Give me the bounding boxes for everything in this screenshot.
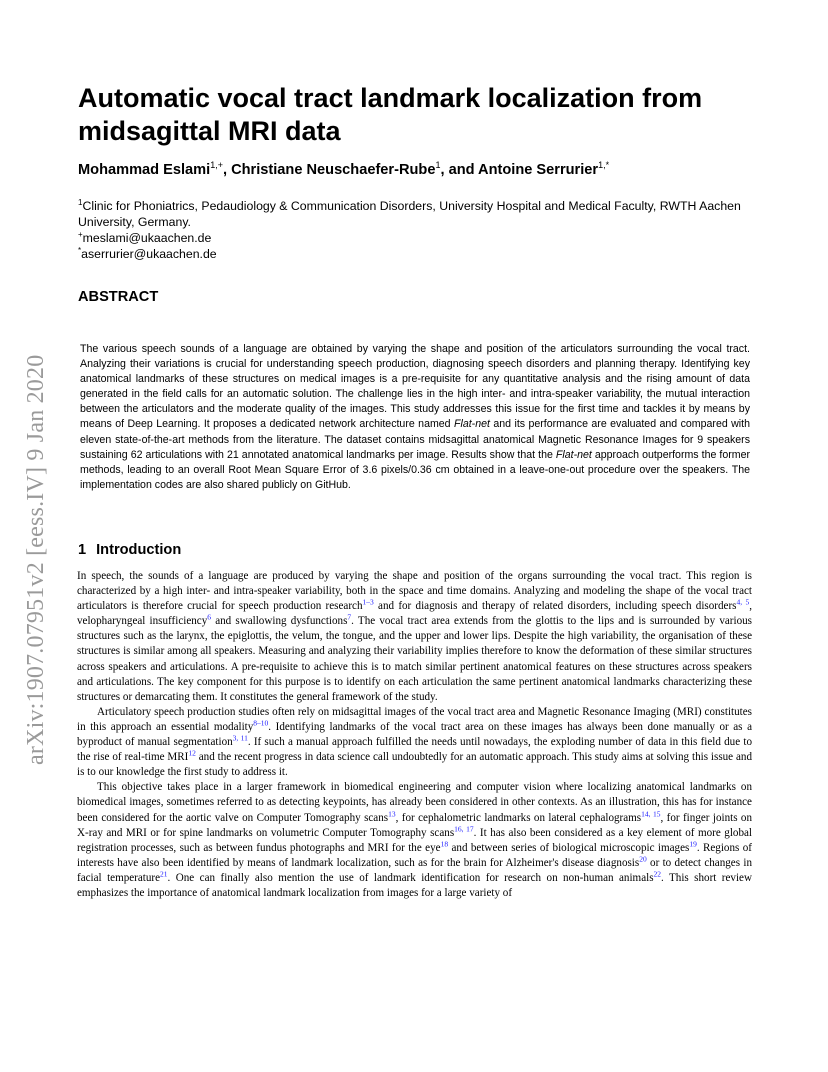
author-marks: 1 — [435, 160, 441, 171]
citation-link[interactable]: 13 — [388, 808, 396, 818]
abstract-term: Flat-net — [555, 448, 592, 461]
abstract-heading: ABSTRACT — [78, 289, 159, 305]
paragraph-text: and between series of biological microscopic images — [448, 841, 690, 854]
paragraph-text: . One can finally also mention the use of landmark identification for research on non-human animals — [167, 871, 654, 884]
citation-link[interactable]: 19 — [689, 839, 697, 848]
email-line — [78, 230, 758, 246]
paragraph — [77, 780, 752, 901]
citation-link[interactable]: 7 — [347, 612, 352, 622]
author-name: Christiane Neuschaefer-Rube — [231, 162, 436, 178]
email-line — [78, 246, 758, 262]
affiliation-text: Clinic for Phoniatrics, Pedaudiology & Communication Disorders, University Hospital and Medical Faculty, RWTH Aachen University, Germany. — [78, 199, 741, 229]
author-separator: , and — [440, 162, 479, 178]
citation-link[interactable]: 20 — [639, 854, 647, 864]
paragraph-text: and the recent progress in data science call undoubtedly for an automatic approach. This study aims at solving this issue and is to our knowledge the first study to address it. — [77, 751, 753, 779]
paragraph-text: , for cephalometric landmarks on lateral cephalograms — [395, 811, 642, 824]
citation-link[interactable]: 18 — [440, 839, 449, 848]
section-heading — [78, 542, 181, 558]
abstract-segment: approach outperforms the former methods, leading to an overall Root Mean Square Error of 3.6 pixels/0.36 cm obtained in a leave-one-out procedure over the speakers. The implementation codes are also shared publicly on GitHub. — [80, 448, 750, 491]
arxiv-identifier-stamp: arXiv:1907.07951v2 [eess.IV] 9 Jan 2020 — [23, 354, 49, 765]
author-marks: 1,* — [598, 160, 610, 171]
citation-link[interactable]: 14, 15 — [641, 808, 661, 818]
abstract-segment: and its performance are evaluated and compared with eleven state-of-the-art methods from the literature. The dataset contains midsagittal anatomical Magnetic Resonance Images for 9 speakers sustaining 62 articulations with 21 annotated anatomical landmarks per image. Results show that the — [80, 418, 750, 461]
citation-link[interactable]: 3, 11 — [232, 733, 248, 743]
paragraph-text: and swallowing dysfunctions — [211, 615, 348, 628]
introduction-body — [77, 569, 752, 901]
paragraph-text: This objective takes place in a larger framework in biomedical engineering and computer vision where localizing anatomical landmarks on biomedical images, sometimes referred to as detecting keypoints, has already been considered in other contexts. As an illustration, this has for instance been considered for the aortic valve on Computer Tomography scans — [77, 781, 752, 824]
citation-link[interactable]: 12 — [188, 748, 196, 758]
citation-link[interactable]: 6 — [207, 612, 212, 622]
paragraph-text: and for diagnosis and therapy of related disorders, including speech disorders — [373, 600, 737, 613]
abstract-term: Flat-net — [454, 418, 490, 431]
paragraph-text: . Identifying landmarks of the vocal tract area on these images has always been done manually or as a byproduct of manual segmentation — [77, 720, 752, 749]
affiliation-line — [78, 198, 758, 230]
paragraph-text: , velopharyngeal insufficiency — [77, 600, 752, 628]
abstract-segment: The various speech sounds of a language are obtained by varying the shape and position of the articulators surrounding the vocal tract. Analyzing their variations is crucial for understanding speech production, diagnosing speech disorders and planning therapy. Identifying key anatomical landmarks of these structures on medical images is a pre-requisite for any quantitative analysis and the rising amount of data generated in the field calls for an automatic solution. The challenge lies in the high inter- and intra-speaker variability, the mutual interaction between the articulators and the moderate quality of the images. This study addresses this issue for the first time and tackles it by means by means of Deep Learning. It proposes a dedicated network architecture named — [80, 343, 750, 431]
paragraph-text: or to detect changes in facial temperature — [77, 856, 752, 884]
paragraph-text: . Regions of interests have also been identified by means of landmark localization, such as for the brain for Alzheimer's disease diagnosis — [77, 841, 752, 869]
author-separator: , — [222, 162, 232, 178]
paragraph — [77, 705, 752, 780]
email-address: meslami@ukaachen.de — [82, 231, 212, 245]
email-address: aserrurier@ukaachen.de — [81, 247, 217, 261]
paragraph-text: , for finger joints on X-ray and MRI or for spine landmarks on volumetric Computer Tomography scans — [77, 811, 753, 839]
paragraph-text: Articulatory speech production studies often rely on midsagittal images of the vocal tract area and Magnetic Resonance Imaging (MRI) constitutes in this approach an essential modality — [77, 705, 752, 733]
section-title: Introduction — [96, 542, 182, 558]
author-list — [78, 160, 758, 180]
citation-link[interactable]: 1–3 — [362, 597, 374, 607]
email-mark: + — [78, 229, 83, 239]
section-number: 1 — [78, 542, 87, 558]
author-name: Mohammad Eslami — [78, 162, 211, 178]
paragraph-text: In speech, the sounds of a language are produced by varying the shape and position of the organs surrounding the vocal tract. This region is characterized by a high inter- and intra-speaker variability, both in the space and time domains. Analyzing and modeling the shape of the vocal tract articulators is therefore crucial for speech production research — [77, 570, 752, 613]
citation-link[interactable]: 8–10 — [253, 718, 269, 728]
affiliation-mark: 1 — [78, 197, 83, 207]
paragraph-text: . It has also been considered as a key element of more global registration processes, such as between fundus photographs and MRI for the eye — [77, 826, 753, 854]
paragraph-text: . The vocal tract area extends from the glottis to the lips and is surrounded by various structures such as the larynx, the epiglottis, the velum, the tongue, and the upper and lower lips. Despite the high variability, the organisation of these structures is similar among all speakers. Measuring and analyzing their variability implies therefore to know the deformation of these similar structures across speakers and articulations. A pre-requisite to achieve this is to match similar pertinent anatomical features on these structures across speakers and articulations. The key component for this purpose is to identify on each articulation the same pertinent anatomical landmarks characterizing these structures or demarcating them. It constitutes the general framework of the study. — [77, 615, 752, 703]
affiliation-block — [78, 198, 758, 262]
citation-link[interactable]: 16, 17 — [454, 823, 474, 833]
paragraph-text: . If such a manual approach fulfilled the needs until nowadays, the exploding number of data in this field due to the rise of real-time MRI — [77, 736, 752, 764]
paper-title: Automatic vocal tract landmark localization from midsagittal MRI data — [78, 83, 703, 146]
paragraph-text: . This short review emphasizes the importance of anatomical landmark localization from images for a large variety of — [77, 871, 752, 899]
email-mark: * — [78, 245, 82, 255]
citation-link[interactable]: 22 — [653, 869, 662, 879]
abstract-text — [80, 342, 750, 493]
citation-link[interactable]: 21 — [160, 869, 168, 879]
author-name: Antoine Serrurier — [478, 162, 599, 178]
author-marks: 1,+ — [210, 160, 223, 171]
paragraph — [77, 569, 752, 705]
citation-link[interactable]: 4, 5 — [736, 597, 750, 607]
